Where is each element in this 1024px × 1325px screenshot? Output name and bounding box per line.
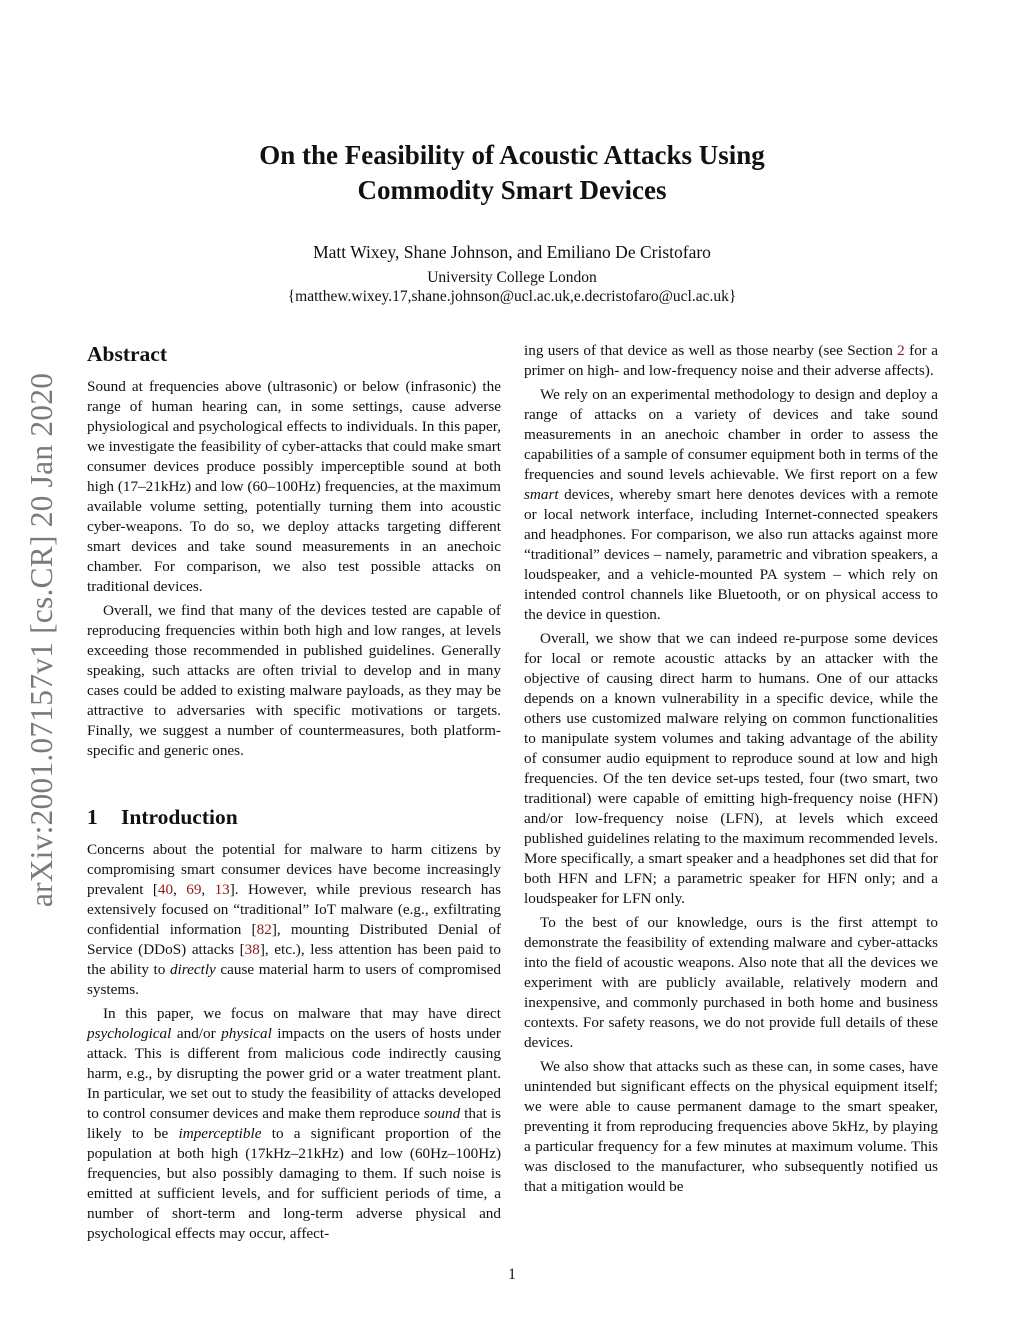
abstract-paragraph-2: Overall, we find that many of the devices tested are capable of reproducing frequencies within both high and low ranges, at levels exceeding those recommended in published guidelines. Generally speaking, such attacks are often trivial to develop and in many cases could be added to existing malware payloads, as they may be attractive to adversaries with specific motivations or targets. Finally, we suggest a number of countermeasures, both platform-specific and generic ones. — [87, 602, 501, 759]
section-number: 1 — [87, 805, 98, 829]
intro-paragraph-1: Concerns about the potential for malware to harm citizens by compromising smart consumer devices have become increasingly prevalent [40, 69, 13]. However, while previous research has extensively focused on “traditional” IoT malware (e.g., exfiltrating confidential information [82], mounting Distributed Denial of Service (DDoS) attacks [38], etc.), less attention has been paid to the ability to directly cause material harm to users of compromised systems. — [87, 841, 502, 998]
title-block — [150, 138, 874, 306]
citation-link[interactable]: 13 — [214, 881, 230, 898]
abstract-heading: Abstract — [87, 342, 168, 366]
page-number: 1 — [508, 1266, 516, 1283]
introduction-heading — [87, 803, 501, 831]
author-list: Matt Wixey, Shane Johnson, and Emiliano De Cristofaro — [313, 242, 711, 262]
section-title: Introduction — [121, 805, 238, 829]
title-line-2: Commodity Smart Devices — [357, 175, 667, 205]
paper-title — [150, 138, 874, 208]
left-column — [87, 340, 501, 1244]
intro-paragraph-2: In this paper, we focus on malware that may have direct psychological and/or physical impacts on the users of hosts under attack. This is different from malicious code indirectly causing harm, e.g., by disrupting the power grid or a water treatment plant. In particular, we set out to study the feasibility of attacks developed to control consumer devices and make them reproduce sound that is likely to be imperceptible to a significant proportion of the population at both high (17kHz–21kHz) and low (60Hz–100Hz) frequencies, but also possibly damaging to them. If such noise is emitted at sufficient levels, and for sufficient periods of time, a number of short-term and long-term adverse physical and psychological effects may occur, affect- — [87, 1005, 501, 1242]
section-ref-link[interactable]: 2 — [897, 342, 905, 359]
intro-paragraph-3: ing users of that device as well as those nearby (see Section 2 for a primer on high- and low-frequency noise and their adverse affects). — [524, 342, 938, 379]
citation-link[interactable]: 82 — [256, 921, 272, 938]
right-column — [524, 341, 938, 1197]
abstract-paragraph-1: Sound at frequencies above (ultrasonic) or below (infrasonic) the range of human hearing can, in some settings, cause adverse physiological and psychological effects to individuals. In this paper, we investigate the feasibility of cyber-attacks that could make smart consumer devices produce possibly imperceptible sound at both high (17–21kHz) and low (60–100Hz) frequencies, at the maximum available volume setting, potentially turning them into acoustic cyber-weapons. To do so, we deploy attacks targeting different smart devices and take sound measurements in an anechoic chamber. For comparison, we also test possible attacks on traditional devices. — [87, 378, 501, 595]
author-emails: {matthew.wixey.17,shane.johnson@ucl.ac.uk,e.decristofaro@ucl.ac.uk} — [287, 288, 737, 305]
citation-link[interactable]: 38 — [244, 941, 260, 958]
citation-link[interactable]: 69 — [186, 881, 202, 898]
affiliation: University College London — [427, 269, 597, 286]
intro-paragraph-7: We also show that attacks such as these can, in some cases, have unintended but significant effects on the physical equipment itself; we were able to cause permanent damage to the smart speaker, preventing it from reproducing frequencies above 5kHz, by playing a particular frequency for a few minutes at maximum volume. This was disclosed to the manufacturer, who subsequently notified us that a mitigation would be — [524, 1058, 938, 1195]
intro-paragraph-6: To the best of our knowledge, ours is the first attempt to demonstrate the feasibility of extending malware and cyber-attacks into the field of acoustic weapons. Also note that all the devices we experiment with are publicly available, relatively modern and inexpensive, and commonly purchased in both home and business contexts. For safety reasons, we do not provide full details of these devices. — [524, 914, 938, 1051]
arxiv-identifier-stamp: arXiv:2001.07157v1 [cs.CR] 20 Jan 2020 — [24, 372, 59, 908]
title-line-1: On the Feasibility of Acoustic Attacks Using — [259, 140, 765, 170]
citation-link[interactable]: 40 — [157, 881, 174, 898]
intro-paragraph-4: We rely on an experimental methodology to design and deploy a range of attacks on a variety of devices and take sound measurements in an anechoic chamber in order to assess the capabilities of a sample of consumer equipment both in terms of the frequencies and sound levels achievable. We first report on a few smart devices, whereby smart here denotes devices with a remote or local network interface, including Internet-connected speakers and headphones. For comparison, we also run attacks against more “traditional” devices – namely, parametric and vibration speakers, a loudspeaker, and a vehicle-mounted PA system – which rely on intended control channels like Bluetooth, or on physical access to the device in question. — [524, 386, 938, 623]
intro-paragraph-5: Overall, we show that we can indeed re-purpose some devices for local or remote acoustic attacks by an attacker with the objective of causing direct harm to humans. One of our attacks depends on a known vulnerability in a specific device, while the others use customized malware relying on common functionalities to manipulate system volumes and taking advantage of the ability of consumer audio equipment to reproduce sound at low and high frequencies. Of the ten device set-ups tested, four (two smart, two traditional) were capable of emitting high-frequency noise (HFN) and/or low-frequency noise (LFN), at levels which exceed published guidelines relating to the maximum recommended levels. More specifically, a smart speaker and a headphones set did that for both HFN and LFN; a parametric speaker for HFN only; and a loudspeaker for LFN only. — [524, 630, 938, 907]
